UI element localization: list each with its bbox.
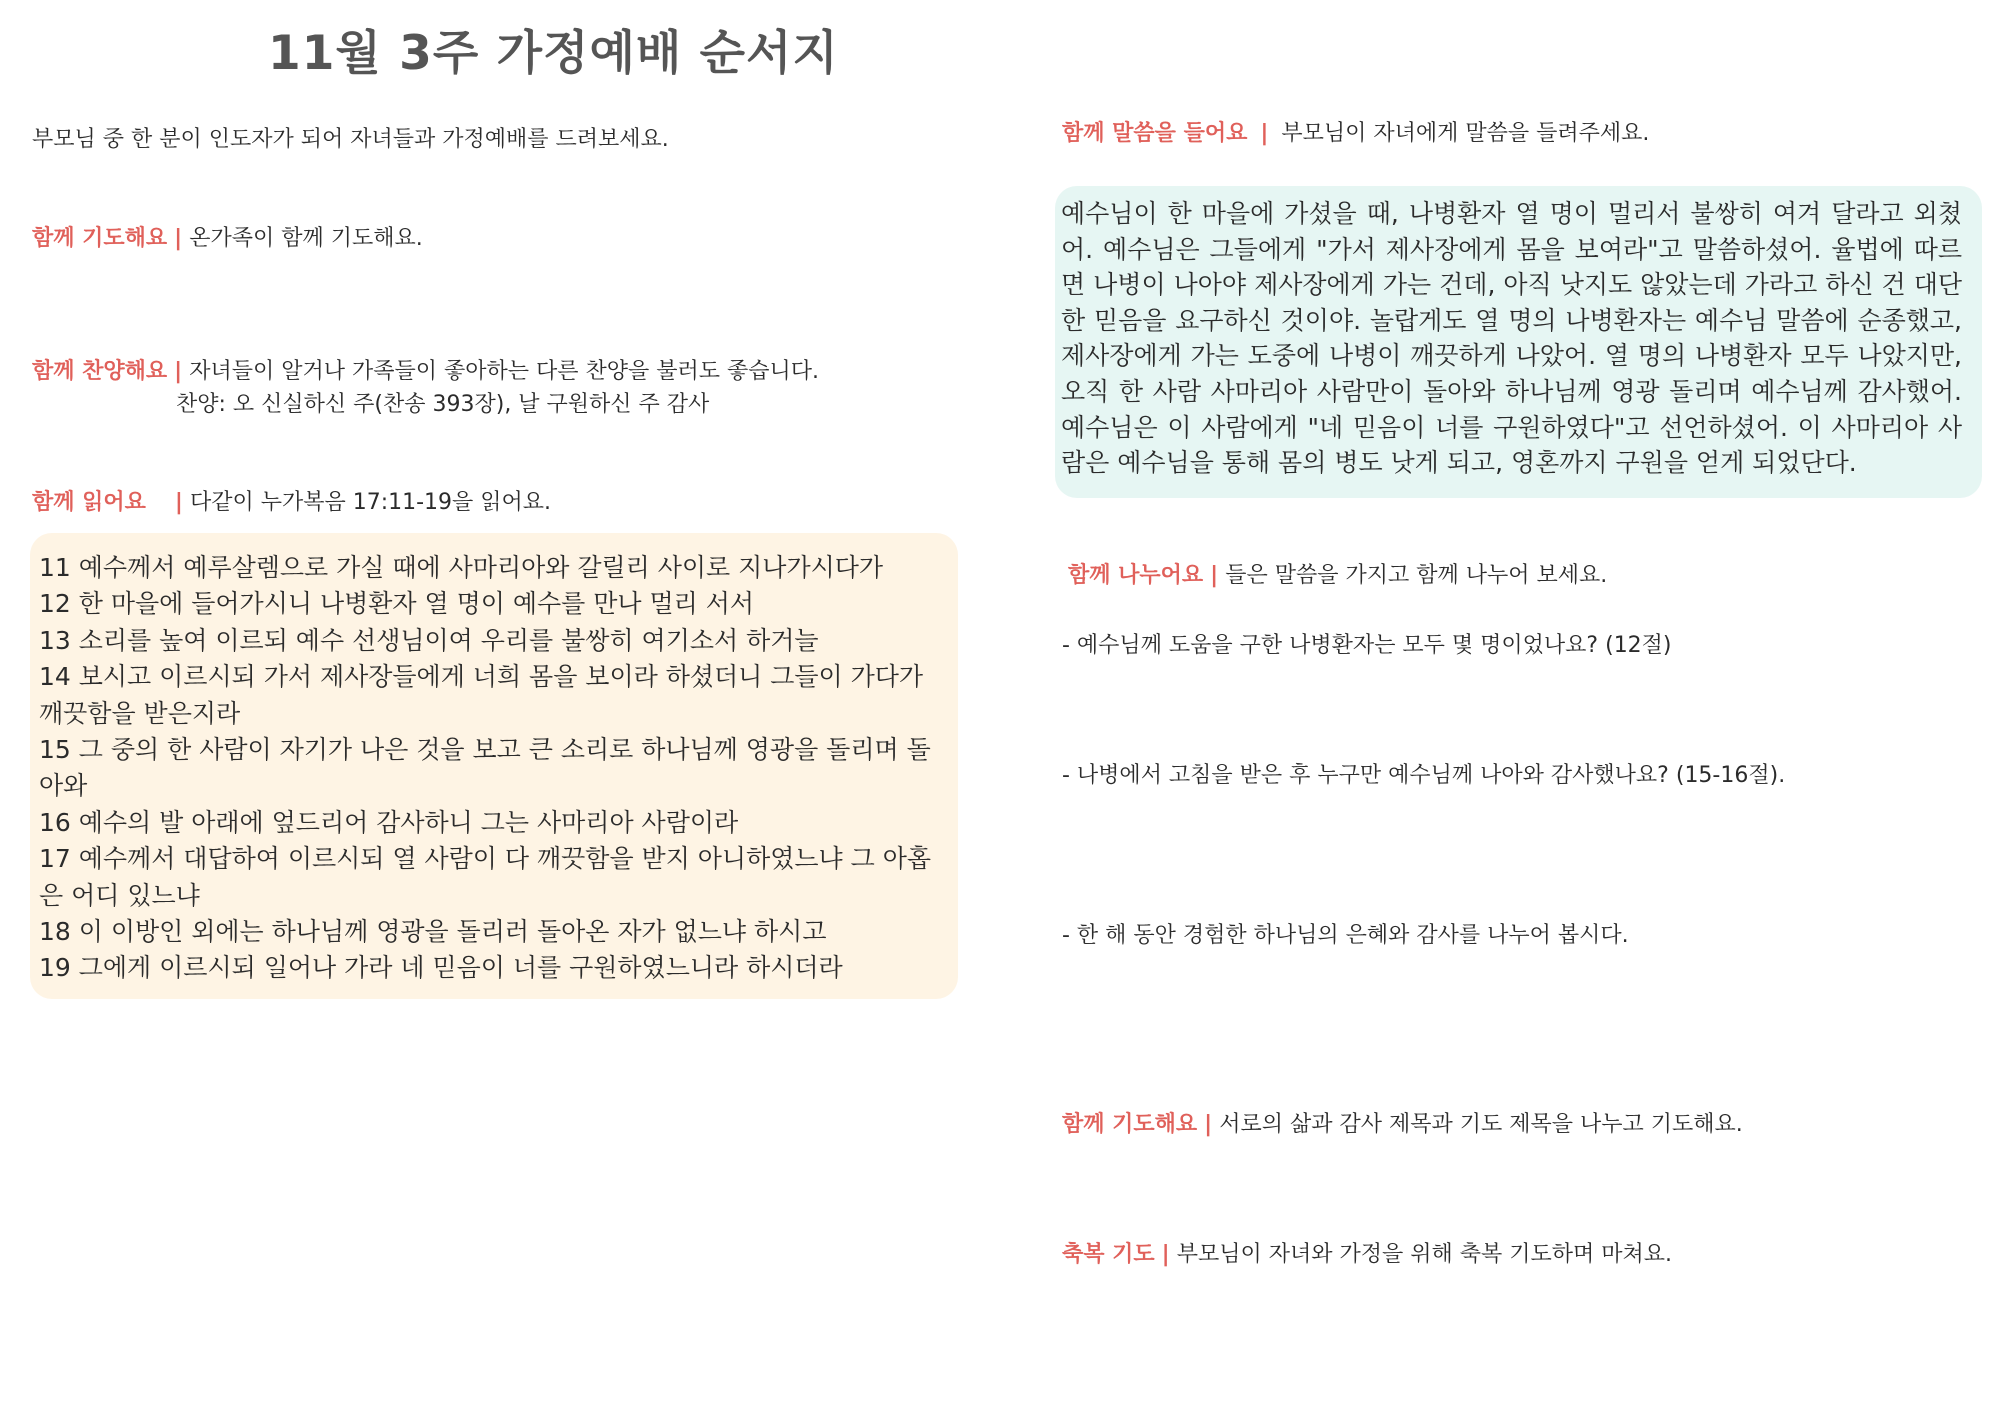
section-label: 함께 찬양해요 <box>32 359 168 384</box>
praise-songs: 찬양: 오 신실하신 주(찬송 393장), 날 구원하신 주 감사 <box>176 392 710 417</box>
section-label: 함께 기도해요 <box>32 226 168 251</box>
verse: 11 예수께서 예루살렘으로 가실 때에 사마리아와 갈릴리 사이로 지나가시다가 <box>39 553 884 582</box>
separator: | <box>174 226 183 251</box>
separator: | <box>1210 563 1219 588</box>
verse: 16 예수의 발 아래에 엎드리어 감사하니 그는 사마리아 사람이라 <box>39 807 739 837</box>
section-label: 함께 읽어요 <box>32 490 146 515</box>
section-text: 자녀들이 알거나 가족들이 좋아하는 다른 찬양을 불러도 좋습니다. <box>189 359 819 384</box>
verse: 18 이 이방인 외에는 하나님께 영광을 돌리러 돌아온 자가 없느냐 하시고 <box>39 917 827 947</box>
section-text: 부모님이 자녀에게 말씀을 들려주세요. <box>1281 121 1650 146</box>
section-label: 함께 나누어요 <box>1068 563 1204 588</box>
verse: 14 보시고 이르시되 가서 제사장들에게 너희 몸을 보이라 하셨더니 그들이 가다가 깨끗함을 받은지라 <box>39 662 924 728</box>
scripture-box <box>30 533 958 999</box>
verse: 19 그에게 이르시되 일어나 가라 네 믿음이 너를 구원하였느니라 하시더라 <box>39 953 843 983</box>
story-text: 예수님이 한 마을에 가셨을 때, 나병환자 열 명이 멀리서 불쌍히 여겨 달라고 외쳤어. 예수님은 그들에게 "가서 제사장에게 몸을 보여라"고 말씀하셨어. 율법에 따르면 나병이 나아야 제사장에게 가는 건데, 아직 낫지도 않았는데 가라고 하신 건 대단한 믿음을 요구하신 것이야. 놀랍게도 열 명의 나병환자는 예수님 말씀에 순종했고, 제사장에게 가는 도중에 나병이 깨끗하게 나았어. 열 명의 나병환자 모두 나았지만, 오직 한 사람 사마리아 사람만이 돌아와 하나님께 영광 돌리며 예수님께 감사했어. 예수님은 이 사람에게 "네 믿음이 너를 구원하였다"고 선언하셨어. 이 사마리아 사람은 예수님을 통해 몸의 병도 낫게 되고, 영혼까지 구원을 얻게 되었단다. <box>1061 199 1962 478</box>
section-text: 다같이 누가복음 17:11-19을 읽어요. <box>189 490 552 515</box>
page-title: 11월 3주 가정예배 순서지 <box>268 26 839 81</box>
section-label: 함께 기도해요 <box>1062 1112 1198 1137</box>
section-praise-together <box>32 357 819 387</box>
separator: | <box>1161 1242 1170 1267</box>
section-label: 함께 말씀을 들어요 <box>1062 121 1248 146</box>
verse: 15 그 중의 한 사람이 자기가 나은 것을 보고 큰 소리로 하나님께 영광을 돌리며 돌아와 <box>39 735 931 801</box>
section-text: 온가족이 함께 기도해요. <box>189 226 423 251</box>
section-text: 서로의 삶과 감사 제목과 기도 제목을 나누고 기도해요. <box>1219 1112 1743 1137</box>
separator: | <box>174 490 183 515</box>
section-pray-together-closing <box>1062 1110 1743 1140</box>
intro-text: 부모님 중 한 분이 인도자가 되어 자녀들과 가정예배를 드려보세요. <box>32 127 669 152</box>
section-read-together <box>32 488 551 518</box>
discussion-question: - 한 해 동안 경험한 하나님의 은혜와 감사를 나누어 봅시다. <box>1062 923 1629 948</box>
separator: | <box>174 359 183 384</box>
section-text: 들은 말씀을 가지고 함께 나누어 보세요. <box>1225 563 1608 588</box>
section-pray-together <box>32 224 423 254</box>
verse: 12 한 마을에 들어가시니 나병환자 열 명이 예수를 만나 멀리 서서 <box>39 589 755 619</box>
story-box <box>1055 186 1982 498</box>
section-text: 부모님이 자녀와 가정을 위해 축복 기도하며 마쳐요. <box>1176 1242 1672 1267</box>
separator: | <box>1260 121 1269 146</box>
section-listen-together <box>1062 119 1649 149</box>
discussion-question: - 예수님께 도움을 구한 나병환자는 모두 몇 명이었나요? (12절) <box>1062 633 1672 658</box>
separator: | <box>1204 1112 1213 1137</box>
section-share-together <box>1068 561 1607 591</box>
discussion-question: - 나병에서 고침을 받은 후 누구만 예수님께 나아와 감사했나요? (15-16절). <box>1062 763 1786 788</box>
verse: 13 소리를 높여 이르되 예수 선생님이여 우리를 불쌍히 여기소서 하거늘 <box>39 625 819 655</box>
section-label: 축복 기도 <box>1062 1242 1155 1267</box>
verse: 17 예수께서 대답하여 이르시되 열 사람이 다 깨끗함을 받지 아니하였느냐 그 아홉은 어디 있느냐 <box>39 844 932 910</box>
section-blessing-prayer <box>1062 1240 1672 1270</box>
